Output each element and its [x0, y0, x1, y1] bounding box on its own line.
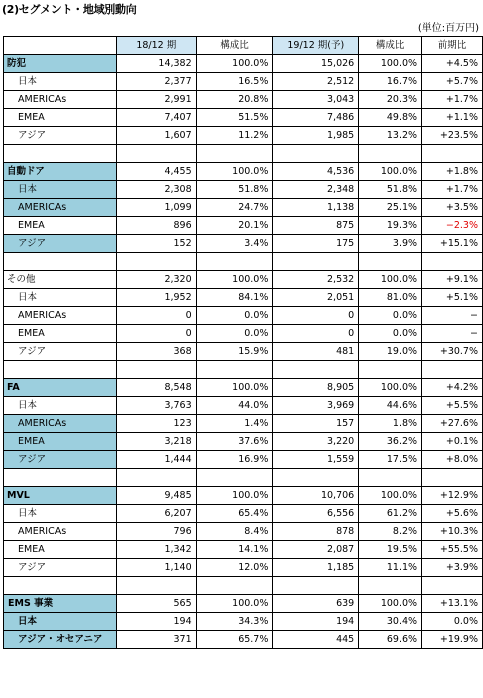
cell-fy18: 1,952 [116, 289, 196, 307]
cell-fy19: 0 [273, 325, 359, 343]
cell-ratio19: 11.1% [359, 559, 422, 577]
region-row [4, 631, 483, 649]
cell-fy19: 4,536 [273, 163, 359, 181]
segment-name: 自動ドア [4, 163, 117, 181]
cell-fy18: 896 [116, 217, 196, 235]
region-name: AMERICAs [4, 307, 117, 325]
cell-yoy: − [422, 307, 483, 325]
cell-fy18: 1,140 [116, 559, 196, 577]
region-row [4, 397, 483, 415]
cell-fy19: 0 [273, 307, 359, 325]
cell-fy18: 0 [116, 307, 196, 325]
cell-fy19: 1,985 [273, 127, 359, 145]
region-row [4, 559, 483, 577]
cell-fy19: 3,220 [273, 433, 359, 451]
cell-ratio18: 20.8% [196, 91, 273, 109]
cell-ratio18: 100.0% [196, 271, 273, 289]
cell-fy19: 2,532 [273, 271, 359, 289]
cell-fy19: 639 [273, 595, 359, 613]
region-name: 日本 [4, 289, 117, 307]
cell-fy18: 1,342 [116, 541, 196, 559]
cell-ratio18: 100.0% [196, 163, 273, 181]
cell-yoy: +5.5% [422, 397, 483, 415]
cell-yoy: +1.7% [422, 181, 483, 199]
cell-yoy: +3.5% [422, 199, 483, 217]
cell-ratio18: 16.9% [196, 451, 273, 469]
cell-fy19: 8,905 [273, 379, 359, 397]
cell-fy18: 152 [116, 235, 196, 253]
header-empty [4, 37, 117, 55]
cell-yoy: +15.1% [422, 235, 483, 253]
region-name: AMERICAs [4, 523, 117, 541]
cell-ratio19: 81.0% [359, 289, 422, 307]
cell-fy18: 3,218 [116, 433, 196, 451]
cell-fy18: 796 [116, 523, 196, 541]
cell-ratio19: 100.0% [359, 595, 422, 613]
cell-fy18: 565 [116, 595, 196, 613]
cell-fy19: 2,087 [273, 541, 359, 559]
region-name: アジア [4, 343, 117, 361]
segment-row-auto-door [4, 163, 483, 181]
cell-fy19: 445 [273, 631, 359, 649]
region-row [4, 289, 483, 307]
region-row [4, 433, 483, 451]
region-row [4, 181, 483, 199]
region-row [4, 91, 483, 109]
cell-yoy: +13.1% [422, 595, 483, 613]
cell-ratio18: 14.1% [196, 541, 273, 559]
cell-fy18: 371 [116, 631, 196, 649]
cell-ratio19: 100.0% [359, 379, 422, 397]
cell-fy18: 2,308 [116, 181, 196, 199]
cell-yoy: +55.5% [422, 541, 483, 559]
cell-fy18: 1,444 [116, 451, 196, 469]
header-fy18: 18/12 期 [116, 37, 196, 55]
cell-ratio19: 36.2% [359, 433, 422, 451]
region-row [4, 127, 483, 145]
cell-ratio19: 49.8% [359, 109, 422, 127]
cell-ratio19: 0.0% [359, 325, 422, 343]
region-name: 日本 [4, 613, 117, 631]
cell-ratio18: 12.0% [196, 559, 273, 577]
cell-fy18: 1,099 [116, 199, 196, 217]
cell-ratio18: 100.0% [196, 379, 273, 397]
cell-fy19: 2,348 [273, 181, 359, 199]
header-yoy: 前期比 [422, 37, 483, 55]
header-ratio-18: 構成比 [196, 37, 273, 55]
cell-fy19: 481 [273, 343, 359, 361]
cell-yoy: +1.8% [422, 163, 483, 181]
cell-fy19: 1,138 [273, 199, 359, 217]
cell-yoy: − [422, 325, 483, 343]
cell-ratio18: 51.8% [196, 181, 273, 199]
cell-fy19: 875 [273, 217, 359, 235]
cell-fy19: 10,706 [273, 487, 359, 505]
cell-ratio19: 51.8% [359, 181, 422, 199]
cell-ratio19: 100.0% [359, 55, 422, 73]
cell-ratio18: 65.4% [196, 505, 273, 523]
region-row [4, 199, 483, 217]
region-row [4, 325, 483, 343]
cell-yoy: +0.1% [422, 433, 483, 451]
cell-ratio18: 24.7% [196, 199, 273, 217]
cell-yoy-negative: −2.3% [422, 217, 483, 235]
cell-ratio19: 44.6% [359, 397, 422, 415]
cell-fy19: 3,969 [273, 397, 359, 415]
cell-fy19: 2,051 [273, 289, 359, 307]
cell-fy19: 6,556 [273, 505, 359, 523]
cell-fy19: 1,559 [273, 451, 359, 469]
segment-row-other [4, 271, 483, 289]
cell-yoy: +4.5% [422, 55, 483, 73]
region-row [4, 505, 483, 523]
cell-ratio19: 19.3% [359, 217, 422, 235]
cell-ratio18: 34.3% [196, 613, 273, 631]
cell-ratio19: 25.1% [359, 199, 422, 217]
cell-fy18: 2,320 [116, 271, 196, 289]
cell-fy18: 8,548 [116, 379, 196, 397]
cell-ratio19: 100.0% [359, 487, 422, 505]
unit-label: (単位:百万円) [417, 23, 479, 34]
cell-ratio18: 1.4% [196, 415, 273, 433]
cell-yoy: +23.5% [422, 127, 483, 145]
region-name: アジア [4, 127, 117, 145]
cell-ratio18: 0.0% [196, 307, 273, 325]
cell-ratio19: 0.0% [359, 307, 422, 325]
cell-fy18: 14,382 [116, 55, 196, 73]
cell-ratio19: 69.6% [359, 631, 422, 649]
spacer-row [4, 577, 483, 595]
cell-fy18: 2,991 [116, 91, 196, 109]
spacer-row [4, 469, 483, 487]
cell-ratio19: 8.2% [359, 523, 422, 541]
region-name: 日本 [4, 181, 117, 199]
cell-fy19: 175 [273, 235, 359, 253]
spacer-row [4, 253, 483, 271]
cell-ratio19: 19.5% [359, 541, 422, 559]
cell-ratio18: 0.0% [196, 325, 273, 343]
segment-name: EMS 事業 [4, 595, 117, 613]
cell-ratio18: 51.5% [196, 109, 273, 127]
cell-yoy: +12.9% [422, 487, 483, 505]
segment-row-mvl [4, 487, 483, 505]
segment-name: その他 [4, 271, 117, 289]
cell-fy18: 194 [116, 613, 196, 631]
cell-fy19: 1,185 [273, 559, 359, 577]
cell-ratio19: 20.3% [359, 91, 422, 109]
region-name: EMEA [4, 433, 117, 451]
region-row [4, 343, 483, 361]
header-row [4, 37, 483, 55]
cell-fy18: 6,207 [116, 505, 196, 523]
cell-yoy: +30.7% [422, 343, 483, 361]
cell-ratio18: 37.6% [196, 433, 273, 451]
cell-ratio18: 84.1% [196, 289, 273, 307]
region-name: 日本 [4, 505, 117, 523]
region-name: EMEA [4, 541, 117, 559]
region-row [4, 307, 483, 325]
cell-yoy: +5.6% [422, 505, 483, 523]
spacer-row [4, 361, 483, 379]
cell-ratio19: 100.0% [359, 271, 422, 289]
region-row [4, 523, 483, 541]
region-row [4, 109, 483, 127]
region-name: EMEA [4, 325, 117, 343]
spacer-row [4, 145, 483, 163]
cell-yoy: +8.0% [422, 451, 483, 469]
segment-name: MVL [4, 487, 117, 505]
cell-ratio19: 13.2% [359, 127, 422, 145]
region-row [4, 73, 483, 91]
cell-yoy: +4.2% [422, 379, 483, 397]
cell-fy18: 3,763 [116, 397, 196, 415]
cell-ratio18: 8.4% [196, 523, 273, 541]
cell-fy18: 7,407 [116, 109, 196, 127]
cell-ratio18: 16.5% [196, 73, 273, 91]
cell-fy18: 123 [116, 415, 196, 433]
region-row [4, 415, 483, 433]
cell-yoy: +1.1% [422, 109, 483, 127]
header-ratio-19: 構成比 [359, 37, 422, 55]
cell-fy18: 4,455 [116, 163, 196, 181]
region-name: EMEA [4, 217, 117, 235]
segment-row-ems [4, 595, 483, 613]
cell-yoy: +27.6% [422, 415, 483, 433]
region-name: アジア [4, 235, 117, 253]
cell-fy19: 157 [273, 415, 359, 433]
region-row [4, 613, 483, 631]
segment-row-fa [4, 379, 483, 397]
section-title: (2)セグメント・地域別動向 [2, 3, 137, 16]
region-row [4, 235, 483, 253]
region-row [4, 217, 483, 235]
segment-region-table [3, 36, 483, 649]
region-name: 日本 [4, 397, 117, 415]
cell-yoy: +10.3% [422, 523, 483, 541]
cell-yoy: +3.9% [422, 559, 483, 577]
segment-row-security [4, 55, 483, 73]
region-row [4, 451, 483, 469]
cell-ratio19: 16.7% [359, 73, 422, 91]
region-name: アジア・オセアニア [4, 631, 117, 649]
cell-fy18: 0 [116, 325, 196, 343]
cell-ratio19: 100.0% [359, 163, 422, 181]
cell-ratio18: 100.0% [196, 55, 273, 73]
cell-yoy: +5.1% [422, 289, 483, 307]
cell-fy19: 878 [273, 523, 359, 541]
cell-ratio18: 65.7% [196, 631, 273, 649]
cell-ratio19: 61.2% [359, 505, 422, 523]
cell-fy19: 2,512 [273, 73, 359, 91]
region-name: 日本 [4, 73, 117, 91]
region-name: AMERICAs [4, 415, 117, 433]
region-name: AMERICAs [4, 199, 117, 217]
cell-fy18: 1,607 [116, 127, 196, 145]
cell-ratio19: 1.8% [359, 415, 422, 433]
header-fy19-forecast: 19/12 期(予) [273, 37, 359, 55]
cell-ratio18: 100.0% [196, 595, 273, 613]
cell-fy18: 368 [116, 343, 196, 361]
region-name: AMERICAs [4, 91, 117, 109]
cell-ratio19: 17.5% [359, 451, 422, 469]
cell-yoy: +5.7% [422, 73, 483, 91]
cell-yoy: 0.0% [422, 613, 483, 631]
cell-yoy: +1.7% [422, 91, 483, 109]
cell-fy18: 9,485 [116, 487, 196, 505]
cell-ratio18: 3.4% [196, 235, 273, 253]
cell-ratio18: 11.2% [196, 127, 273, 145]
cell-fy19: 194 [273, 613, 359, 631]
cell-fy18: 2,377 [116, 73, 196, 91]
segment-name: FA [4, 379, 117, 397]
segment-name: 防犯 [4, 55, 117, 73]
cell-yoy: +19.9% [422, 631, 483, 649]
cell-ratio18: 20.1% [196, 217, 273, 235]
cell-fy19: 3,043 [273, 91, 359, 109]
cell-ratio19: 3.9% [359, 235, 422, 253]
cell-fy19: 15,026 [273, 55, 359, 73]
cell-ratio18: 15.9% [196, 343, 273, 361]
cell-ratio19: 19.0% [359, 343, 422, 361]
cell-ratio18: 44.0% [196, 397, 273, 415]
cell-ratio19: 30.4% [359, 613, 422, 631]
region-name: アジア [4, 451, 117, 469]
region-name: EMEA [4, 109, 117, 127]
cell-fy19: 7,486 [273, 109, 359, 127]
cell-ratio18: 100.0% [196, 487, 273, 505]
cell-yoy: +9.1% [422, 271, 483, 289]
region-row [4, 541, 483, 559]
region-name: アジア [4, 559, 117, 577]
